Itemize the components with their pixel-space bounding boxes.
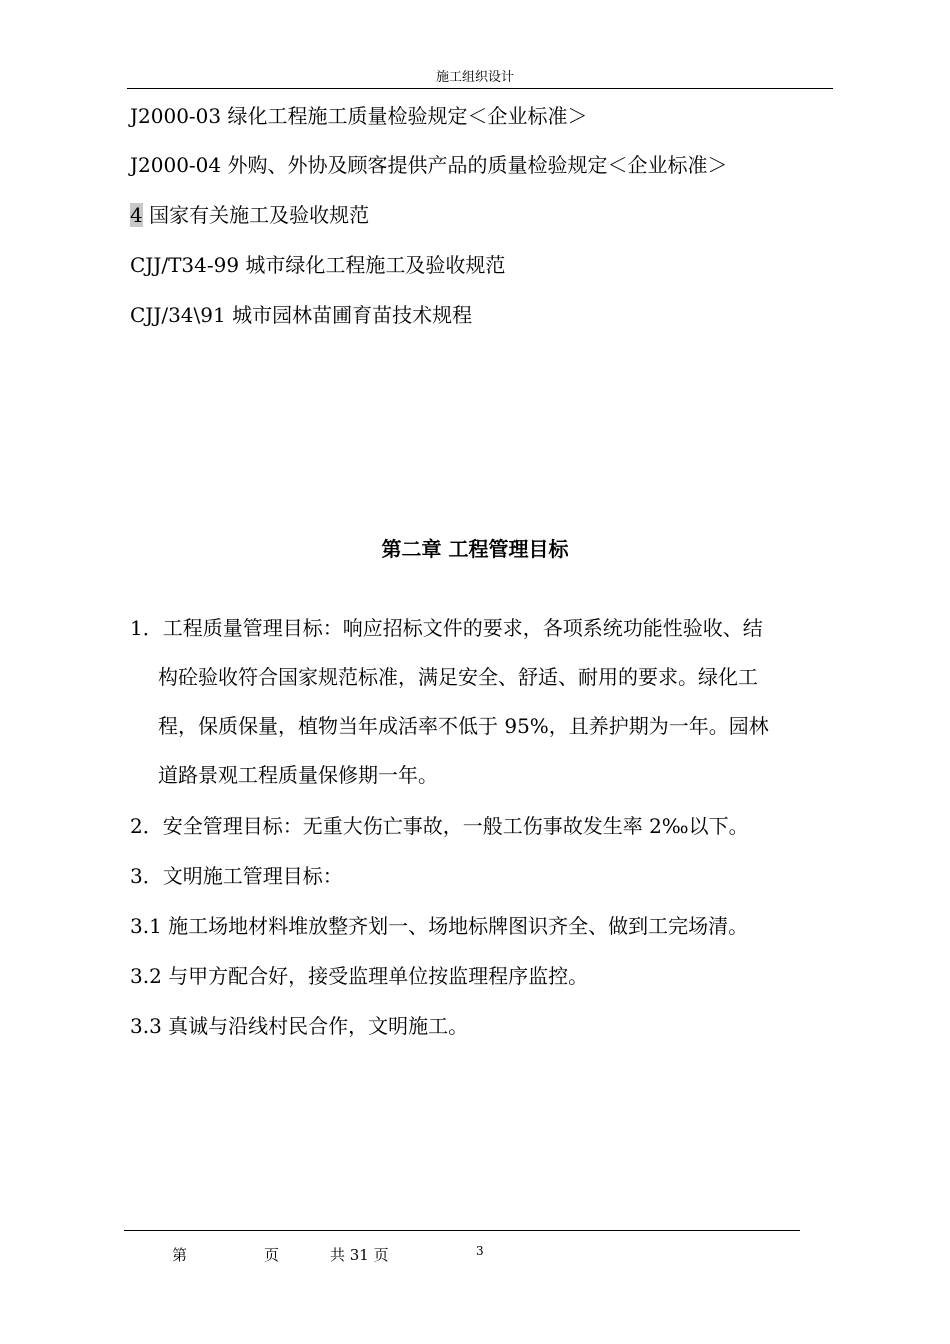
footer-di-label: 第 [172,1246,188,1264]
goal-1-line-2: 构砼验收符合国家规范标准，满足安全、舒适、耐用的要求。绿化工 [158,665,758,689]
goal-2: 2．安全管理目标：无重大伤亡事故，一般工伤事故发生率 2‰以下。 [130,814,749,838]
spec-line-1: CJJ/T34-99 城市绿化工程施工及验收规范 [130,253,506,277]
national-spec-heading [130,202,369,228]
goal-1-line-4: 道路景观工程质量保修期一年。 [158,763,438,787]
page-number: 3 [476,1244,484,1258]
goal-3-3: 3.3 真诚与沿线村民合作，文明施工。 [130,1014,469,1038]
goal-1-line-3: 程，保质保量，植物当年成活率不低于 95%，且养护期为一年。园林 [158,714,769,738]
footer-total-pages: 共 31 页 [330,1246,389,1264]
national-spec-heading-text: 国家有关施工及验收规范 [142,203,370,227]
header-title: 施工组织设计 [435,70,514,85]
header-divider [127,88,833,89]
chapter-title: 第二章 工程管理目标 [381,537,569,561]
goal-3-2: 3.2 与甲方配合好，接受监理单位按监理程序监控。 [130,964,589,988]
standard-line-1: J2000-03 绿化工程施工质量检验规定＜企业标准＞ [130,104,588,128]
goal-3-1: 3.1 施工场地材料堆放整齐划一、场地标牌图识齐全、做到工完场清。 [130,914,749,938]
goal-1-line-1: 1．工程质量管理目标：响应招标文件的要求，各项系统功能性验收、结 [130,616,763,640]
goal-3: 3．文明施工管理目标： [130,864,343,888]
section-number-highlight: 4 [130,203,143,227]
footer-divider [124,1230,800,1231]
standard-line-2: J2000-04 外购、外协及顾客提供产品的质量检验规定＜企业标准＞ [130,153,728,177]
spec-line-2: CJJ/34\91 城市园林苗圃育苗技术规程 [130,303,473,327]
footer-ye-label: 页 [264,1246,280,1264]
